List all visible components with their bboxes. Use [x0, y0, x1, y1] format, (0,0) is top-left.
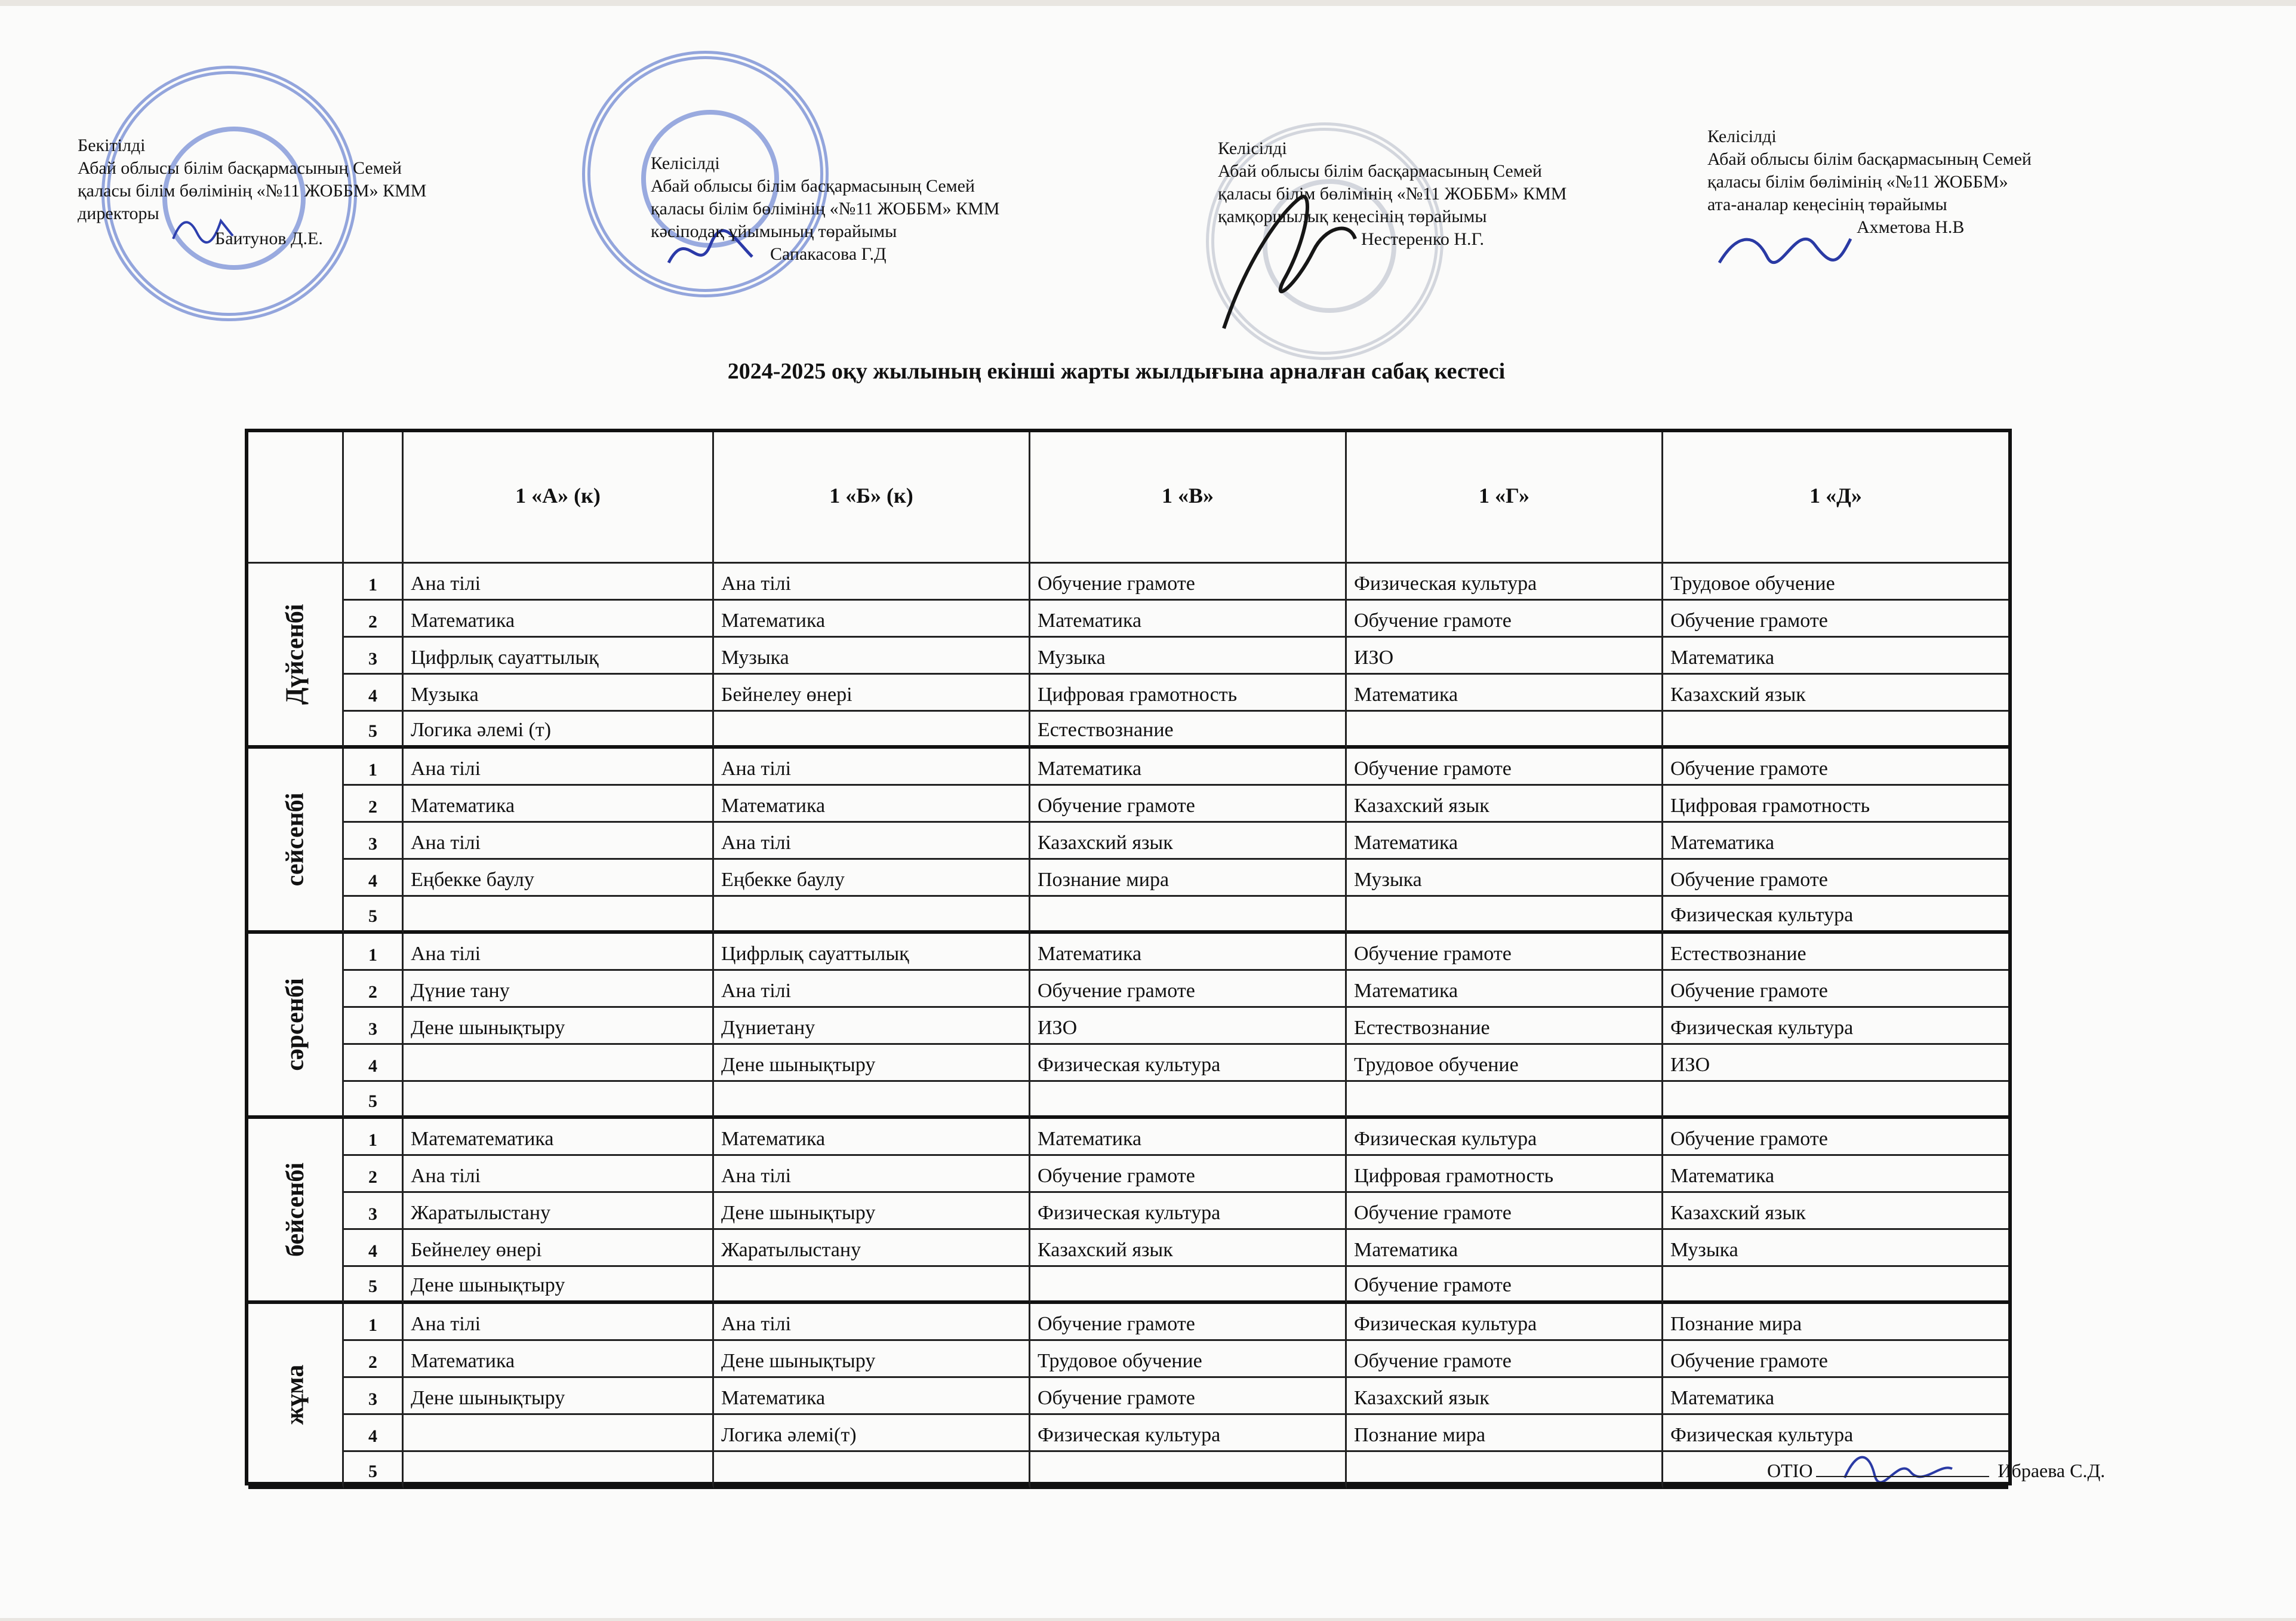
- subject-cell: Математика: [1663, 1156, 2008, 1193]
- subject-cell: Естествознание: [1347, 1008, 1663, 1045]
- subject-cell: [404, 897, 714, 934]
- subject-cell: Ана тілі: [714, 823, 1030, 860]
- approval-line: ата-аналар кеңесінің төрайымы: [1707, 195, 1947, 214]
- subject-cell: [1663, 1267, 2008, 1304]
- subject-cell: Математика: [404, 786, 714, 823]
- subject-cell: Математика: [714, 601, 1030, 638]
- subject-cell: Естествознание: [1663, 934, 2008, 971]
- subject-cell: Познание мира: [1030, 860, 1347, 897]
- lesson-number: 4: [344, 1045, 404, 1082]
- subject-cell: Трудовое обучение: [1347, 1045, 1663, 1082]
- subject-cell: [1663, 712, 2008, 749]
- subject-cell: Обучение грамоте: [1347, 1193, 1663, 1230]
- lesson-number: 2: [344, 1341, 404, 1378]
- subject-cell: Математика: [714, 1378, 1030, 1415]
- lesson-number: 1: [344, 749, 404, 786]
- subject-cell: Жаратылыстану: [714, 1230, 1030, 1267]
- approval-trade-union: [651, 152, 999, 266]
- subject-cell: [404, 1082, 714, 1119]
- subject-cell: Дүниетану: [714, 1008, 1030, 1045]
- subject-cell: Математика: [1663, 1378, 2008, 1415]
- approval-line: қаласы білім бөлімінің «№11 ЖОББМ» КММ: [78, 181, 427, 201]
- signature-line: [1816, 1458, 1989, 1477]
- subject-cell: Обучение грамоте: [1030, 971, 1347, 1008]
- subject-cell: Ана тілі: [714, 1156, 1030, 1193]
- subject-cell: [1030, 1082, 1347, 1119]
- subject-cell: Ана тілі: [404, 823, 714, 860]
- day-name: жұма: [281, 1364, 309, 1425]
- day-label: [248, 934, 344, 1119]
- lesson-number: 5: [344, 1082, 404, 1119]
- subject-cell: Дене шынықтыру: [404, 1378, 714, 1415]
- subject-cell: Математика: [1030, 749, 1347, 786]
- subject-cell: Обучение грамоте: [1030, 1156, 1347, 1193]
- subject-cell: Математика: [1347, 675, 1663, 712]
- subject-cell: Ана тілі: [714, 1304, 1030, 1341]
- lesson-number: 3: [344, 823, 404, 860]
- subject-cell: Ана тілі: [404, 564, 714, 601]
- subject-cell: Казахский язык: [1030, 1230, 1347, 1267]
- header-corner-day: [248, 432, 344, 564]
- lesson-number: 5: [344, 1267, 404, 1304]
- class-header: 1 «Б» (к): [714, 432, 1030, 564]
- approval-line: Келісілді: [651, 153, 720, 173]
- subject-cell: Цифрлық сауаттылық: [404, 638, 714, 675]
- subject-cell: Обучение грамоте: [1663, 860, 2008, 897]
- subject-cell: Казахский язык: [1347, 786, 1663, 823]
- subject-cell: Математика: [1030, 934, 1347, 971]
- subject-cell: Математика: [1663, 638, 2008, 675]
- subject-cell: Дене шынықтыру: [404, 1267, 714, 1304]
- footer-label: ОТІО: [1767, 1460, 1813, 1481]
- subject-cell: [1347, 712, 1663, 749]
- lesson-number: 5: [344, 897, 404, 934]
- subject-cell: Бейнелеу өнері: [404, 1230, 714, 1267]
- subject-cell: Ана тілі: [714, 971, 1030, 1008]
- subject-cell: Трудовое обучение: [1663, 564, 2008, 601]
- subject-cell: Музыка: [1663, 1230, 2008, 1267]
- subject-cell: Математика: [1347, 1230, 1663, 1267]
- schedule-table: [245, 429, 2012, 1485]
- subject-cell: [714, 1452, 1030, 1489]
- footer-signoff: [1767, 1458, 2105, 1482]
- subject-cell: ИЗО: [1347, 638, 1663, 675]
- lesson-number: 4: [344, 1415, 404, 1452]
- subject-cell: Ана тілі: [404, 749, 714, 786]
- subject-cell: [1347, 897, 1663, 934]
- subject-cell: Дүние тану: [404, 971, 714, 1008]
- approval-line: кәсіподақ ұйымының төрайымы: [651, 222, 897, 241]
- subject-cell: Казахский язык: [1663, 675, 2008, 712]
- subject-cell: Обучение грамоте: [1663, 749, 2008, 786]
- subject-cell: Ана тілі: [404, 1304, 714, 1341]
- approval-line: Абай облысы білім басқармасының Семей: [78, 158, 402, 178]
- lesson-number: 2: [344, 971, 404, 1008]
- lesson-number: 1: [344, 1119, 404, 1156]
- subject-cell: Ана тілі: [714, 564, 1030, 601]
- lesson-number: 5: [344, 1452, 404, 1489]
- subject-cell: Ана тілі: [404, 934, 714, 971]
- subject-cell: [1030, 897, 1347, 934]
- subject-cell: Музыка: [714, 638, 1030, 675]
- subject-cell: Физическая культура: [1663, 897, 2008, 934]
- approval-line: Келісілді: [1218, 139, 1287, 158]
- lesson-number: 2: [344, 786, 404, 823]
- class-header: 1 «Г»: [1347, 432, 1663, 564]
- subject-cell: Ана тілі: [714, 749, 1030, 786]
- lesson-number: 3: [344, 1193, 404, 1230]
- subject-cell: Познание мира: [1663, 1304, 2008, 1341]
- subject-cell: Математематика: [404, 1119, 714, 1156]
- subject-cell: Трудовое обучение: [1030, 1341, 1347, 1378]
- subject-cell: Обучение грамоте: [1030, 1378, 1347, 1415]
- lesson-number: 4: [344, 1230, 404, 1267]
- subject-cell: Физическая культура: [1030, 1193, 1347, 1230]
- approval-director: [78, 134, 426, 250]
- subject-cell: Обучение грамоте: [1663, 601, 2008, 638]
- approval-line: қаласы білім бөлімінің «№11 ЖОББМ»: [1707, 172, 2008, 192]
- subject-cell: Обучение грамоте: [1030, 564, 1347, 601]
- subject-cell: Математика: [714, 786, 1030, 823]
- class-header: 1 «А» (к): [404, 432, 714, 564]
- subject-cell: Еңбекке баулу: [714, 860, 1030, 897]
- footer-name: Ибраева С.Д.: [1998, 1460, 2106, 1481]
- subject-cell: Математика: [404, 1341, 714, 1378]
- subject-cell: Познание мира: [1347, 1415, 1663, 1452]
- approval-signer: Нестеренко Н.Г.: [1361, 229, 1485, 249]
- lesson-number: 3: [344, 1378, 404, 1415]
- subject-cell: Обучение грамоте: [1347, 934, 1663, 971]
- approval-line: Келісілді: [1707, 127, 1777, 146]
- subject-cell: [404, 1452, 714, 1489]
- lesson-number: 2: [344, 601, 404, 638]
- subject-cell: [404, 1415, 714, 1452]
- lesson-number: 3: [344, 638, 404, 675]
- subject-cell: Ана тілі: [404, 1156, 714, 1193]
- approval-line: Бекітілді: [78, 136, 146, 155]
- subject-cell: Математика: [1030, 601, 1347, 638]
- subject-cell: Жаратылыстану: [404, 1193, 714, 1230]
- approval-line: директоры: [78, 204, 159, 223]
- lesson-number: 4: [344, 675, 404, 712]
- subject-cell: Цифрлық сауаттылық: [714, 934, 1030, 971]
- subject-cell: Казахский язык: [1663, 1193, 2008, 1230]
- day-label: [248, 1119, 344, 1304]
- subject-cell: Обучение грамоте: [1663, 1341, 2008, 1378]
- class-header: 1 «Д»: [1663, 432, 2008, 564]
- day-name: Дүйсенбі: [281, 604, 309, 705]
- subject-cell: Физическая культура: [1030, 1045, 1347, 1082]
- subject-cell: Обучение грамоте: [1347, 1341, 1663, 1378]
- day-name: сейсенбі: [281, 792, 309, 887]
- approval-line: Абай облысы білім басқармасының Семей: [651, 176, 975, 196]
- subject-cell: Обучение грамоте: [1663, 1119, 2008, 1156]
- subject-cell: Цифровая грамотность: [1347, 1156, 1663, 1193]
- subject-cell: Физическая культура: [1347, 564, 1663, 601]
- subject-cell: Дене шынықтыру: [714, 1045, 1030, 1082]
- approval-trustee-council: [1218, 137, 1566, 251]
- subject-cell: Физическая культура: [1347, 1119, 1663, 1156]
- subject-cell: [1030, 1452, 1347, 1489]
- subject-cell: Логика әлемі(т): [714, 1415, 1030, 1452]
- subject-cell: [714, 1267, 1030, 1304]
- approval-line: Абай облысы білім басқармасының Семей: [1218, 161, 1542, 181]
- day-label: [248, 749, 344, 934]
- subject-cell: Цифровая грамотность: [1030, 675, 1347, 712]
- subject-cell: Физическая культура: [1663, 1415, 2008, 1452]
- subject-cell: Физическая культура: [1030, 1415, 1347, 1452]
- day-label: [248, 1304, 344, 1489]
- approval-signer: Ахметова Н.В: [1857, 217, 1965, 237]
- subject-cell: Математика: [1347, 971, 1663, 1008]
- subject-cell: [1347, 1082, 1663, 1119]
- subject-cell: Физическая культура: [1663, 1008, 2008, 1045]
- subject-cell: [1030, 1267, 1347, 1304]
- lesson-number: 1: [344, 564, 404, 601]
- subject-cell: Музыка: [404, 675, 714, 712]
- approval-parents-council: [1707, 125, 2032, 239]
- lesson-number: 1: [344, 1304, 404, 1341]
- approval-line: қамқоршылық кеңесінің төрайымы: [1218, 207, 1487, 226]
- subject-cell: [404, 1045, 714, 1082]
- subject-cell: Музыка: [1347, 860, 1663, 897]
- approval-line: қаласы білім бөлімінің «№11 ЖОББМ» КММ: [651, 199, 1000, 219]
- subject-cell: Математика: [1663, 823, 2008, 860]
- subject-cell: Дене шынықтыру: [714, 1341, 1030, 1378]
- subject-cell: Цифровая грамотность: [1663, 786, 2008, 823]
- subject-cell: Обучение грамоте: [1030, 1304, 1347, 1341]
- subject-cell: Математика: [1030, 1119, 1347, 1156]
- subject-cell: Дене шынықтыру: [714, 1193, 1030, 1230]
- lesson-number: 3: [344, 1008, 404, 1045]
- subject-cell: Обучение грамоте: [1347, 749, 1663, 786]
- subject-cell: Еңбекке баулу: [404, 860, 714, 897]
- approval-signer: Сапакасова Г.Д: [770, 244, 887, 264]
- day-name: бейсенбі: [281, 1162, 309, 1257]
- subject-cell: Обучение грамоте: [1030, 786, 1347, 823]
- subject-cell: ИЗО: [1030, 1008, 1347, 1045]
- lesson-number: 1: [344, 934, 404, 971]
- lesson-number: 4: [344, 860, 404, 897]
- subject-cell: Физическая культура: [1347, 1304, 1663, 1341]
- subject-cell: Обучение грамоте: [1347, 1267, 1663, 1304]
- subject-cell: Математика: [1347, 823, 1663, 860]
- subject-cell: [1663, 1082, 2008, 1119]
- subject-cell: Логика әлемі (т): [404, 712, 714, 749]
- subject-cell: Казахский язык: [1347, 1378, 1663, 1415]
- subject-cell: Дене шынықтыру: [404, 1008, 714, 1045]
- subject-cell: Казахский язык: [1030, 823, 1347, 860]
- paper-sheet: [0, 6, 2296, 1618]
- subject-cell: Обучение грамоте: [1663, 971, 2008, 1008]
- subject-cell: [714, 712, 1030, 749]
- approval-line: Абай облысы білім басқармасының Семей: [1707, 149, 2032, 169]
- day-label: [248, 564, 344, 749]
- subject-cell: [714, 1082, 1030, 1119]
- subject-cell: Математика: [404, 601, 714, 638]
- lesson-number: 5: [344, 712, 404, 749]
- subject-cell: ИЗО: [1663, 1045, 2008, 1082]
- subject-cell: [1347, 1452, 1663, 1489]
- header-corner-number: [344, 432, 404, 564]
- subject-cell: Музыка: [1030, 638, 1347, 675]
- page-title: 2024-2025 оқу жылының екінші жарты жылдығына арналған сабақ кестесі: [727, 359, 1506, 384]
- subject-cell: Естествознание: [1030, 712, 1347, 749]
- class-header: 1 «В»: [1030, 432, 1347, 564]
- subject-cell: Обучение грамоте: [1347, 601, 1663, 638]
- subject-cell: [714, 897, 1030, 934]
- day-name: сәрсенбі: [281, 978, 309, 1071]
- subject-cell: Математика: [714, 1119, 1030, 1156]
- subject-cell: Бейнелеу өнері: [714, 675, 1030, 712]
- approval-signer: Баитунов Д.Е.: [215, 229, 323, 248]
- lesson-number: 2: [344, 1156, 404, 1193]
- approval-line: қаласы білім бөлімінің «№11 ЖОББМ» КММ: [1218, 184, 1567, 204]
